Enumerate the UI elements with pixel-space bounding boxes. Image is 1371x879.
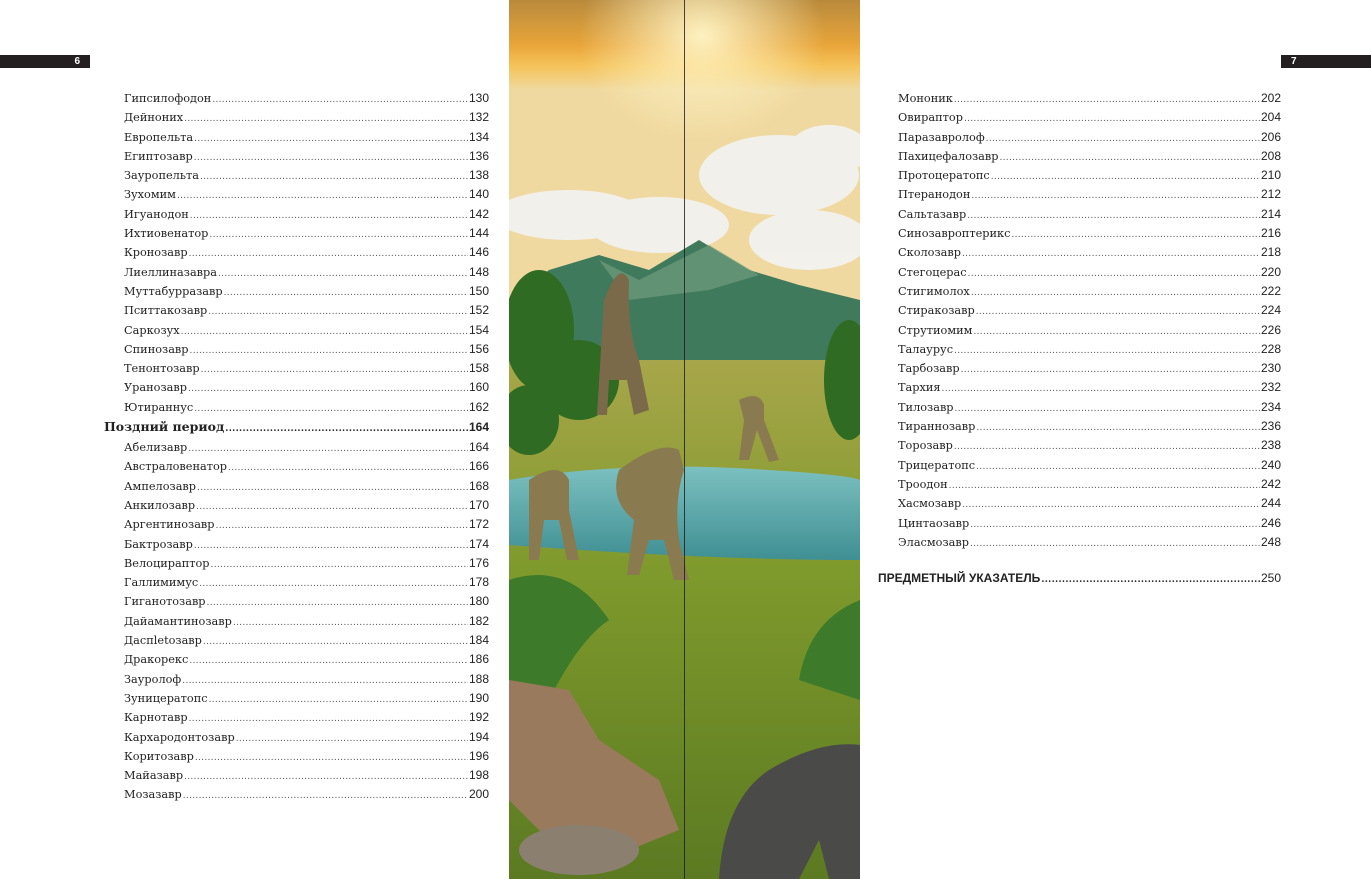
toc-entry[interactable] [878,284,1281,303]
page-ref: 206 [1260,129,1281,144]
page-ref: 182 [468,613,489,628]
toc-entry[interactable] [104,226,489,245]
page-ref: 210 [1260,168,1281,183]
left-page [0,0,509,879]
leader-dots [949,481,1260,491]
entry-name: Уранозавр [124,381,187,395]
page-ref: 244 [1260,496,1281,511]
leader-dots [1041,575,1260,585]
toc-entry[interactable] [878,303,1281,322]
toc-entry[interactable] [104,110,489,129]
toc-entry[interactable] [878,130,1281,149]
toc-entry[interactable] [104,537,489,556]
leader-dots [200,172,468,182]
leader-dots [194,153,468,163]
entry-name: Мозазавр [124,788,182,802]
leader-dots [228,463,468,473]
leader-dots [194,404,468,414]
page-ref: 168 [468,478,489,493]
page-ref: 242 [1260,476,1281,491]
page-ref: 188 [468,671,489,686]
leader-dots [196,502,468,512]
entry-name: Муттабурразавр [124,284,223,298]
toc-entry[interactable] [878,380,1281,399]
toc-entry[interactable] [104,342,489,361]
toc-section[interactable] [104,419,489,440]
toc-entry[interactable] [878,187,1281,206]
leader-dots [211,560,468,570]
index-entry[interactable] [878,571,1281,590]
leader-dots [197,483,468,493]
page-gutter [684,0,685,879]
leader-dots [991,172,1260,182]
page-ref: 224 [1260,303,1281,318]
leader-dots [968,269,1260,279]
leader-dots [182,676,468,686]
toc-entry[interactable] [878,91,1281,110]
page-ref: 174 [468,536,489,551]
leader-dots [209,230,468,240]
leader-dots [961,365,1260,375]
page-ref: 186 [468,652,489,667]
entry-name: Тарбозавр [898,362,960,376]
page-ref: 222 [1260,283,1281,298]
toc-entry[interactable] [104,440,489,459]
entry-name: Струтиомим [898,323,973,337]
page-ref: 136 [468,148,489,163]
leader-dots [976,462,1260,472]
toc-entry[interactable] [104,672,489,691]
entry-name: Майазавр [124,769,184,783]
page-ref: 140 [468,187,489,202]
leader-dots [236,734,468,744]
leader-dots [218,269,468,279]
entry-name: Ихтиовенатор [124,227,209,241]
table-of-contents [878,91,1281,554]
entry-name: Саркозух [124,323,180,337]
leader-dots [207,598,468,608]
entry-name: Троодон [898,477,948,491]
page-ref: 208 [1260,148,1281,163]
page-ref: 232 [1260,380,1281,395]
leader-dots [189,714,468,724]
page-ref: 152 [468,303,489,318]
entry-name: Лиеллиназавра [124,265,218,279]
toc-entry[interactable] [878,207,1281,226]
page-ref: 212 [1260,187,1281,202]
entry-name: Ютираннус [124,400,194,414]
toc-entry[interactable] [104,768,489,787]
page-ref: 164 [468,440,489,455]
entry-name: Птеранодон [898,188,971,202]
page-ref: 192 [468,710,489,725]
entry-name: Пситтакозавр [124,304,208,318]
entry-name: Зауропельта [124,169,199,183]
page-ref: 166 [468,459,489,474]
page-ref: 172 [468,517,489,532]
entry-name: Цинтаозавр [898,516,970,530]
leader-dots [189,656,468,666]
entry-name: Эласмозавр [898,535,969,549]
entry-name: Ампелозавр [124,479,197,493]
page-ref: 248 [1260,534,1281,549]
leader-dots [954,442,1260,452]
page-ref: 236 [1260,419,1281,434]
entry-name: Дайамантинозавр [124,614,232,628]
entry-name: Овираптор [898,111,963,125]
toc-entry[interactable] [104,787,489,806]
leader-dots [201,365,468,375]
entry-name: Сальтазавр [898,207,967,221]
entry-name: Зуницератопс [124,691,208,705]
page-ref: 138 [468,168,489,183]
page-ref: 218 [1260,245,1281,260]
leader-dots [967,211,1260,221]
toc-entry[interactable] [104,91,489,110]
entry-name: Стегоцерас [898,265,967,279]
page-ref: 178 [468,575,489,590]
entry-name: Стигимолох [898,284,970,298]
toc-entry[interactable] [878,226,1281,245]
entry-name: Анкилозавр [124,498,196,512]
entry-name: Тархия [898,381,941,395]
page-ref: 148 [468,264,489,279]
entry-name: Мононик [898,92,953,105]
toc-entry[interactable] [104,284,489,303]
page-ref: 176 [468,555,489,570]
page-ref: 160 [468,380,489,395]
toc-entry[interactable] [104,130,489,149]
toc-entry[interactable] [104,556,489,575]
leader-dots [942,384,1260,394]
entry-name: Игуанодон [124,207,189,221]
toc-entry[interactable] [104,575,489,594]
toc-entry[interactable] [878,168,1281,187]
page-ref: 146 [468,245,489,260]
page-ref: 216 [1260,226,1281,241]
leader-dots [194,541,468,551]
leader-dots [212,95,468,105]
entry-name: Бактрозавр [124,537,193,551]
entry-name: Абелизавр [124,441,188,455]
entry-name: Паразавролоф [898,130,985,144]
leader-dots [971,288,1260,298]
toc-entry[interactable] [104,168,489,187]
leader-dots [224,288,468,298]
toc-entry[interactable] [878,477,1281,496]
leader-dots [189,249,468,259]
page-ref: 130 [468,91,489,105]
leader-dots [964,114,1260,124]
leader-dots [986,134,1260,144]
entry-name: Дракорекс [124,653,189,667]
toc-entry[interactable] [104,459,489,478]
page-ref: 156 [468,341,489,356]
leader-dots [970,539,1260,549]
toc-entry[interactable] [878,245,1281,264]
page-ref: 184 [468,633,489,648]
leader-dots [954,95,1260,105]
leader-dots [190,211,468,221]
page-ref: 214 [1260,206,1281,221]
leader-dots [181,327,468,337]
page-ref: 246 [1260,515,1281,530]
entry-name: Зауролоф [124,672,182,686]
entry-name: Зухомим [124,188,176,202]
entry-name: Дейноних [124,111,184,125]
entry-name: Австраловенатор [124,460,228,474]
leader-dots [233,618,468,628]
toc-entry[interactable] [878,323,1281,342]
entry-name: Поздний период [104,419,225,435]
page-ref: 202 [1260,91,1281,105]
leader-dots [955,404,1260,414]
page-ref: 228 [1260,341,1281,356]
leader-dots [188,444,468,454]
toc-entry[interactable] [104,380,489,399]
toc-entry[interactable] [104,400,489,419]
toc-entry[interactable] [104,479,489,498]
entry-name: Торозавр [898,439,953,453]
entry-name: Египтозавр [124,149,193,163]
toc-entry[interactable] [878,516,1281,535]
toc-entry[interactable] [104,652,489,671]
leader-dots [183,791,468,801]
entry-name: Галлимимус [124,576,199,590]
page-number: 7 [1291,56,1297,67]
page-ref: 162 [468,399,489,414]
toc-entry[interactable] [104,265,489,284]
toc-entry[interactable] [878,342,1281,361]
entry-name: Спинозавр [124,342,189,356]
leader-dots [976,307,1260,317]
leader-dots [177,191,468,201]
entry-name: Даспletозавр [124,634,202,648]
entry-name: Аргентинозавр [124,518,215,532]
leader-dots [962,249,1260,259]
entry-name: Пахицефалозавр [898,149,999,163]
page-ref: 226 [1260,322,1281,337]
leader-dots [999,153,1259,163]
page-ref: 238 [1260,438,1281,453]
entry-name: Гипсилофодон [124,92,212,105]
entry-name: Талаурус [898,342,954,356]
leader-dots [954,346,1260,356]
entry-name: Тираннозавр [898,420,976,434]
leader-dots [971,191,1260,201]
leader-dots [184,114,468,124]
entry-name: Европельта [124,130,194,144]
index-title: ПРЕДМЕТНЫЙ УКАЗАТЕЛЬ [878,571,1041,585]
page-ref: 250 [1260,571,1281,585]
toc-entry[interactable] [104,245,489,264]
toc-entry[interactable] [104,149,489,168]
page-ref: 190 [468,690,489,705]
page-ref: 204 [1260,110,1281,125]
toc-entry[interactable] [878,149,1281,168]
page-ref: 196 [468,748,489,763]
leader-dots [208,307,468,317]
page-ref: 234 [1260,399,1281,414]
toc-entry[interactable] [104,207,489,226]
entry-name: Гиганотозавр [124,595,206,609]
entry-name: Тенонтозавр [124,362,200,376]
page-ref: 240 [1260,457,1281,472]
leader-dots [962,500,1260,510]
toc-entry[interactable] [104,187,489,206]
page-ref: 158 [468,361,489,376]
toc-entry[interactable] [104,517,489,536]
leader-dots [976,423,1260,433]
leader-dots [970,520,1260,530]
page-number: 6 [74,56,80,67]
toc-entry[interactable] [104,633,489,652]
entry-name: Стиракозавр [898,304,975,318]
page-number-bar [1281,55,1371,68]
toc-entry[interactable] [104,594,489,613]
page-ref: 170 [468,497,489,512]
toc-entry[interactable] [104,730,489,749]
page-ref: 230 [1260,361,1281,376]
toc-entry[interactable] [104,691,489,710]
leader-dots [209,695,468,705]
page-ref: 200 [468,787,489,802]
toc-entry[interactable] [878,110,1281,129]
toc-entry[interactable] [878,265,1281,284]
entry-name: Тилозавр [898,400,954,414]
page-ref: 134 [468,129,489,144]
page-ref: 144 [468,226,489,241]
page-ref: 220 [1260,264,1281,279]
toc-entry[interactable] [878,535,1281,554]
entry-name: Кронозавр [124,246,188,260]
leader-dots [225,424,468,434]
right-page [860,0,1371,879]
toc-entry[interactable] [104,749,489,768]
toc-entry[interactable] [104,303,489,322]
page-ref: 164 [468,420,489,435]
entry-name: Протоцератопс [898,169,990,183]
entry-name: Велоцираптор [124,556,210,570]
entry-name: Коритозавр [124,749,194,763]
entry-name: Карнотавр [124,711,188,725]
page-ref: 198 [468,768,489,783]
toc-entry[interactable] [104,614,489,633]
page-ref: 194 [468,729,489,744]
page-ref: 132 [468,110,489,125]
toc-entry[interactable] [878,496,1281,515]
leader-dots [216,521,468,531]
page-ref: 142 [468,206,489,221]
leader-dots [184,772,468,782]
leader-dots [199,579,468,589]
entry-name: Кархародонтозавр [124,730,235,744]
toc-entry[interactable] [104,498,489,517]
page-number-bar [0,55,90,68]
toc-entry[interactable] [878,400,1281,419]
leader-dots [195,753,468,763]
entry-name: Хасмозавр [898,497,962,511]
page-ref: 150 [468,283,489,298]
leader-dots [203,637,468,647]
entry-name: Синозавроптерикс [898,227,1011,241]
leader-dots [190,346,468,356]
table-of-contents [104,91,489,807]
page-ref: 154 [468,322,489,337]
toc-entry[interactable] [878,458,1281,477]
entry-name: Сколозавр [898,246,961,260]
page-ref: 180 [468,594,489,609]
leader-dots [194,134,468,144]
toc-entry[interactable] [878,361,1281,380]
toc-entry[interactable] [104,323,489,342]
leader-dots [188,384,468,394]
toc-entry[interactable] [104,361,489,380]
leader-dots [973,327,1260,337]
leader-dots [1011,230,1260,240]
toc-entry[interactable] [104,710,489,729]
entry-name: Трицератопс [898,458,976,472]
toc-entry[interactable] [878,438,1281,457]
toc-entry[interactable] [878,419,1281,438]
